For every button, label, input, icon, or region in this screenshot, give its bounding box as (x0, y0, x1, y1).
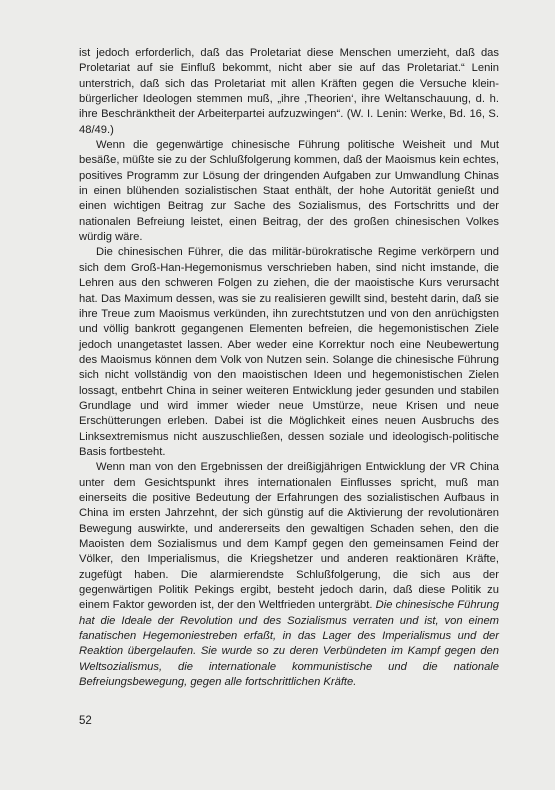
paragraph-thirty-year-development-text: Wenn man von den Ergebnissen der dreißigjährigen Entwicklung der VR China unter dem Gesichtspunkt ihres internationalen Einflusses spricht, muß man einerseits die positive Bedeutung der Erfahrungen des sozialistischen Aufbaus in China im ersten Jahrzehnt, der sich günstig auf die Aktivierung der revolutionären Bewegung auswirkte, und andererseits den gewaltigen Schaden sehen, den die Maoisten dem Sozialismus und dem Kampf gegen den gemeinsamen Feind der Völker, den Imperialismus, die Kriegshetzer und anderen reaktionären Kräfte, zugefügt haben. Die alarmierendste Schlußfolgerung, die sich aus der gegenwärtigen Politik Pekings ergibt, besteht jedoch darin, daß diese Politik zu einem Faktor geworden ist, der den Weltfrieden untergräbt. (79, 461, 499, 612)
paragraph-chinese-leaders-regime: Die chinesischen Führer, die das militär-bürokratische Regime verkörpern und sich dem Groß-Han-Hegemonismus verschrieben haben, sind nicht imstande, die Lehren aus den schweren Folgen zu ziehen, die der maoistische Kurs verursacht hat. Das Maximum dessen, was sie zu realisieren gewillt sind, besteht darin, daß sie ihre Treue zum Maoismus verkünden, ihn zurechtstutzen und von den anrüchigsten und völlig bankrott gegangenen Elementen befreien, die hegemonistischen Ziele jedoch unangetastet lassen. Aber weder eine Korrektur noch eine Neubewertung des Maoismus können dem Volk von Nutzen sein. Solange die chinesische Führung sich nicht vollständig von den maoistischen Ideen und hegemonistischen Zielen lossagt, entbehrt China in seiner weiteren Entwicklung jeder gesunden und stabilen Grundlage und wird immer wieder neue Umstürze, neue Krisen und neue Erschütterungen erleben. Dabei ist die Möglichkeit eines neuen Ausbruchs des Linksextremismus nicht auszuschließen, dessen soziale und ideologisch-politische Basis fortbesteht. (79, 246, 499, 458)
paragraph-thirty-year-development (79, 460, 499, 690)
body-text (79, 46, 499, 690)
paragraph-lenin-quote-continuation: ist jedoch erforderlich, daß das Proletariat diese Menschen umerzieht, daß das Proletariat auf sie Einfluß bekommt, nicht aber sie auf das Proletariat.“ Lenin unterstrich, daß sich das Proletariat mit allen Kräften gegen die Versuche kleinbürgerlicher Ideologen stemmen muß, „ihre ‚Theorien‘, ihre Weltanschauung, d. h. ihre Beschränktheit der Arbeiterpartei aufzuzwingen“. (W. I. Lenin: Werke, Bd. 16, S. 48/49.) (79, 47, 499, 136)
paragraph-chinese-leadership-wisdom: Wenn die gegenwärtige chinesische Führung politische Weisheit und Mut besäße, müßte sie zu der Schlußfolgerung kommen, daß der Maoismus kein echtes, positives Programm zur Lösung der dringenden Aufgaben zur Umwandlung Chinas in einen blühenden sozialistischen Staat enthält, der hohe Autorität genießt und einen wichtigen Beitrag zur Sache des Sozialismus, des Fortschritts und der nationalen Befreiung leistet, einen Beitrag, der des großen chinesischen Volkes würdig wäre. (79, 139, 499, 244)
emphasized-conclusion: Die chinesische Führung hat die Ideale der Revolution und des Sozialismus verraten und ist, von einem fanatischen Hegemoniestreben erfaßt, in das Lager des Imperialismus und der Reaktion übergelaufen. Sie wurde so zu deren Verbündeten im Kampf gegen den Weltsozialismus, die internationale kommunistische und die nationale Befreiungsbewegung, gegen alle fortschrittlichen Kräfte. (79, 599, 499, 689)
page-number: 52 (79, 715, 92, 727)
